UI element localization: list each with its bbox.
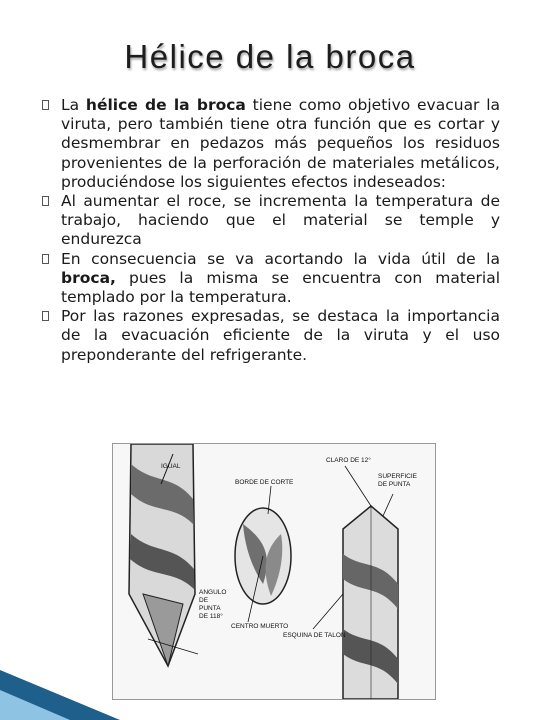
corner-decoration [0,650,120,720]
label-borde-de-corte: BORDE DE CORTE [235,479,294,486]
drill-body-left [129,444,198,666]
label-angulo-punta: PUNTA [199,605,221,612]
drill-bit-diagram [112,443,436,700]
label-angulo-de: DE [199,597,209,604]
bullet-item-1: La hélice de la broca tiene como objetivo evacuar la viruta, pero también tiene otra función que es cortar y desmembrar en pedazos más pequeños los residuos provenientes de la perforación de materiales metálicos, produciéndose los siguientes efectos indeseados: [40,96,500,192]
slide-title: Hélice de la broca [124,38,416,75]
label-de-punta: DE PUNTA [378,481,411,488]
bullet-marker-icon [42,196,49,206]
label-centro-muerto: CENTRO MUERTO [231,623,289,630]
label-superficie: SUPERFICIE [378,473,418,480]
bullet-marker-icon [42,254,49,264]
highlight-term: hélice de la broca [85,96,246,114]
bullet-item-2: Al aumentar el roce, se incrementa la temperatura de trabajo, haciendo que el material se temple y endurezca [40,192,500,250]
label-angulo-118: DE 118° [199,613,223,620]
bullet-item-4: Por las razones expresadas, se destaca la importancia de la evacuación eficiente de la viruta y el uso preponderante del refrigerante. [40,307,500,365]
bullet-item-3: En consecuencia se va acortando la vida útil de la broca, pues la misma se encuentra con material templado por la temperatura. [40,250,500,308]
label-igual: IGUAL [161,463,181,470]
bullet-list [40,96,500,365]
drill-bit-illustration [113,444,435,699]
drill-cross-section [235,486,291,622]
drill-body-right [313,466,398,699]
label-esquina-de-talon: ESQUINA DE TALON [283,632,346,639]
bullet-marker-icon [42,311,49,321]
bullet-marker-icon [42,100,49,110]
label-claro-de-12: CLARO DE 12° [326,457,371,464]
highlight-term: broca, [61,268,116,287]
label-angulo: ANGULO [199,589,227,596]
